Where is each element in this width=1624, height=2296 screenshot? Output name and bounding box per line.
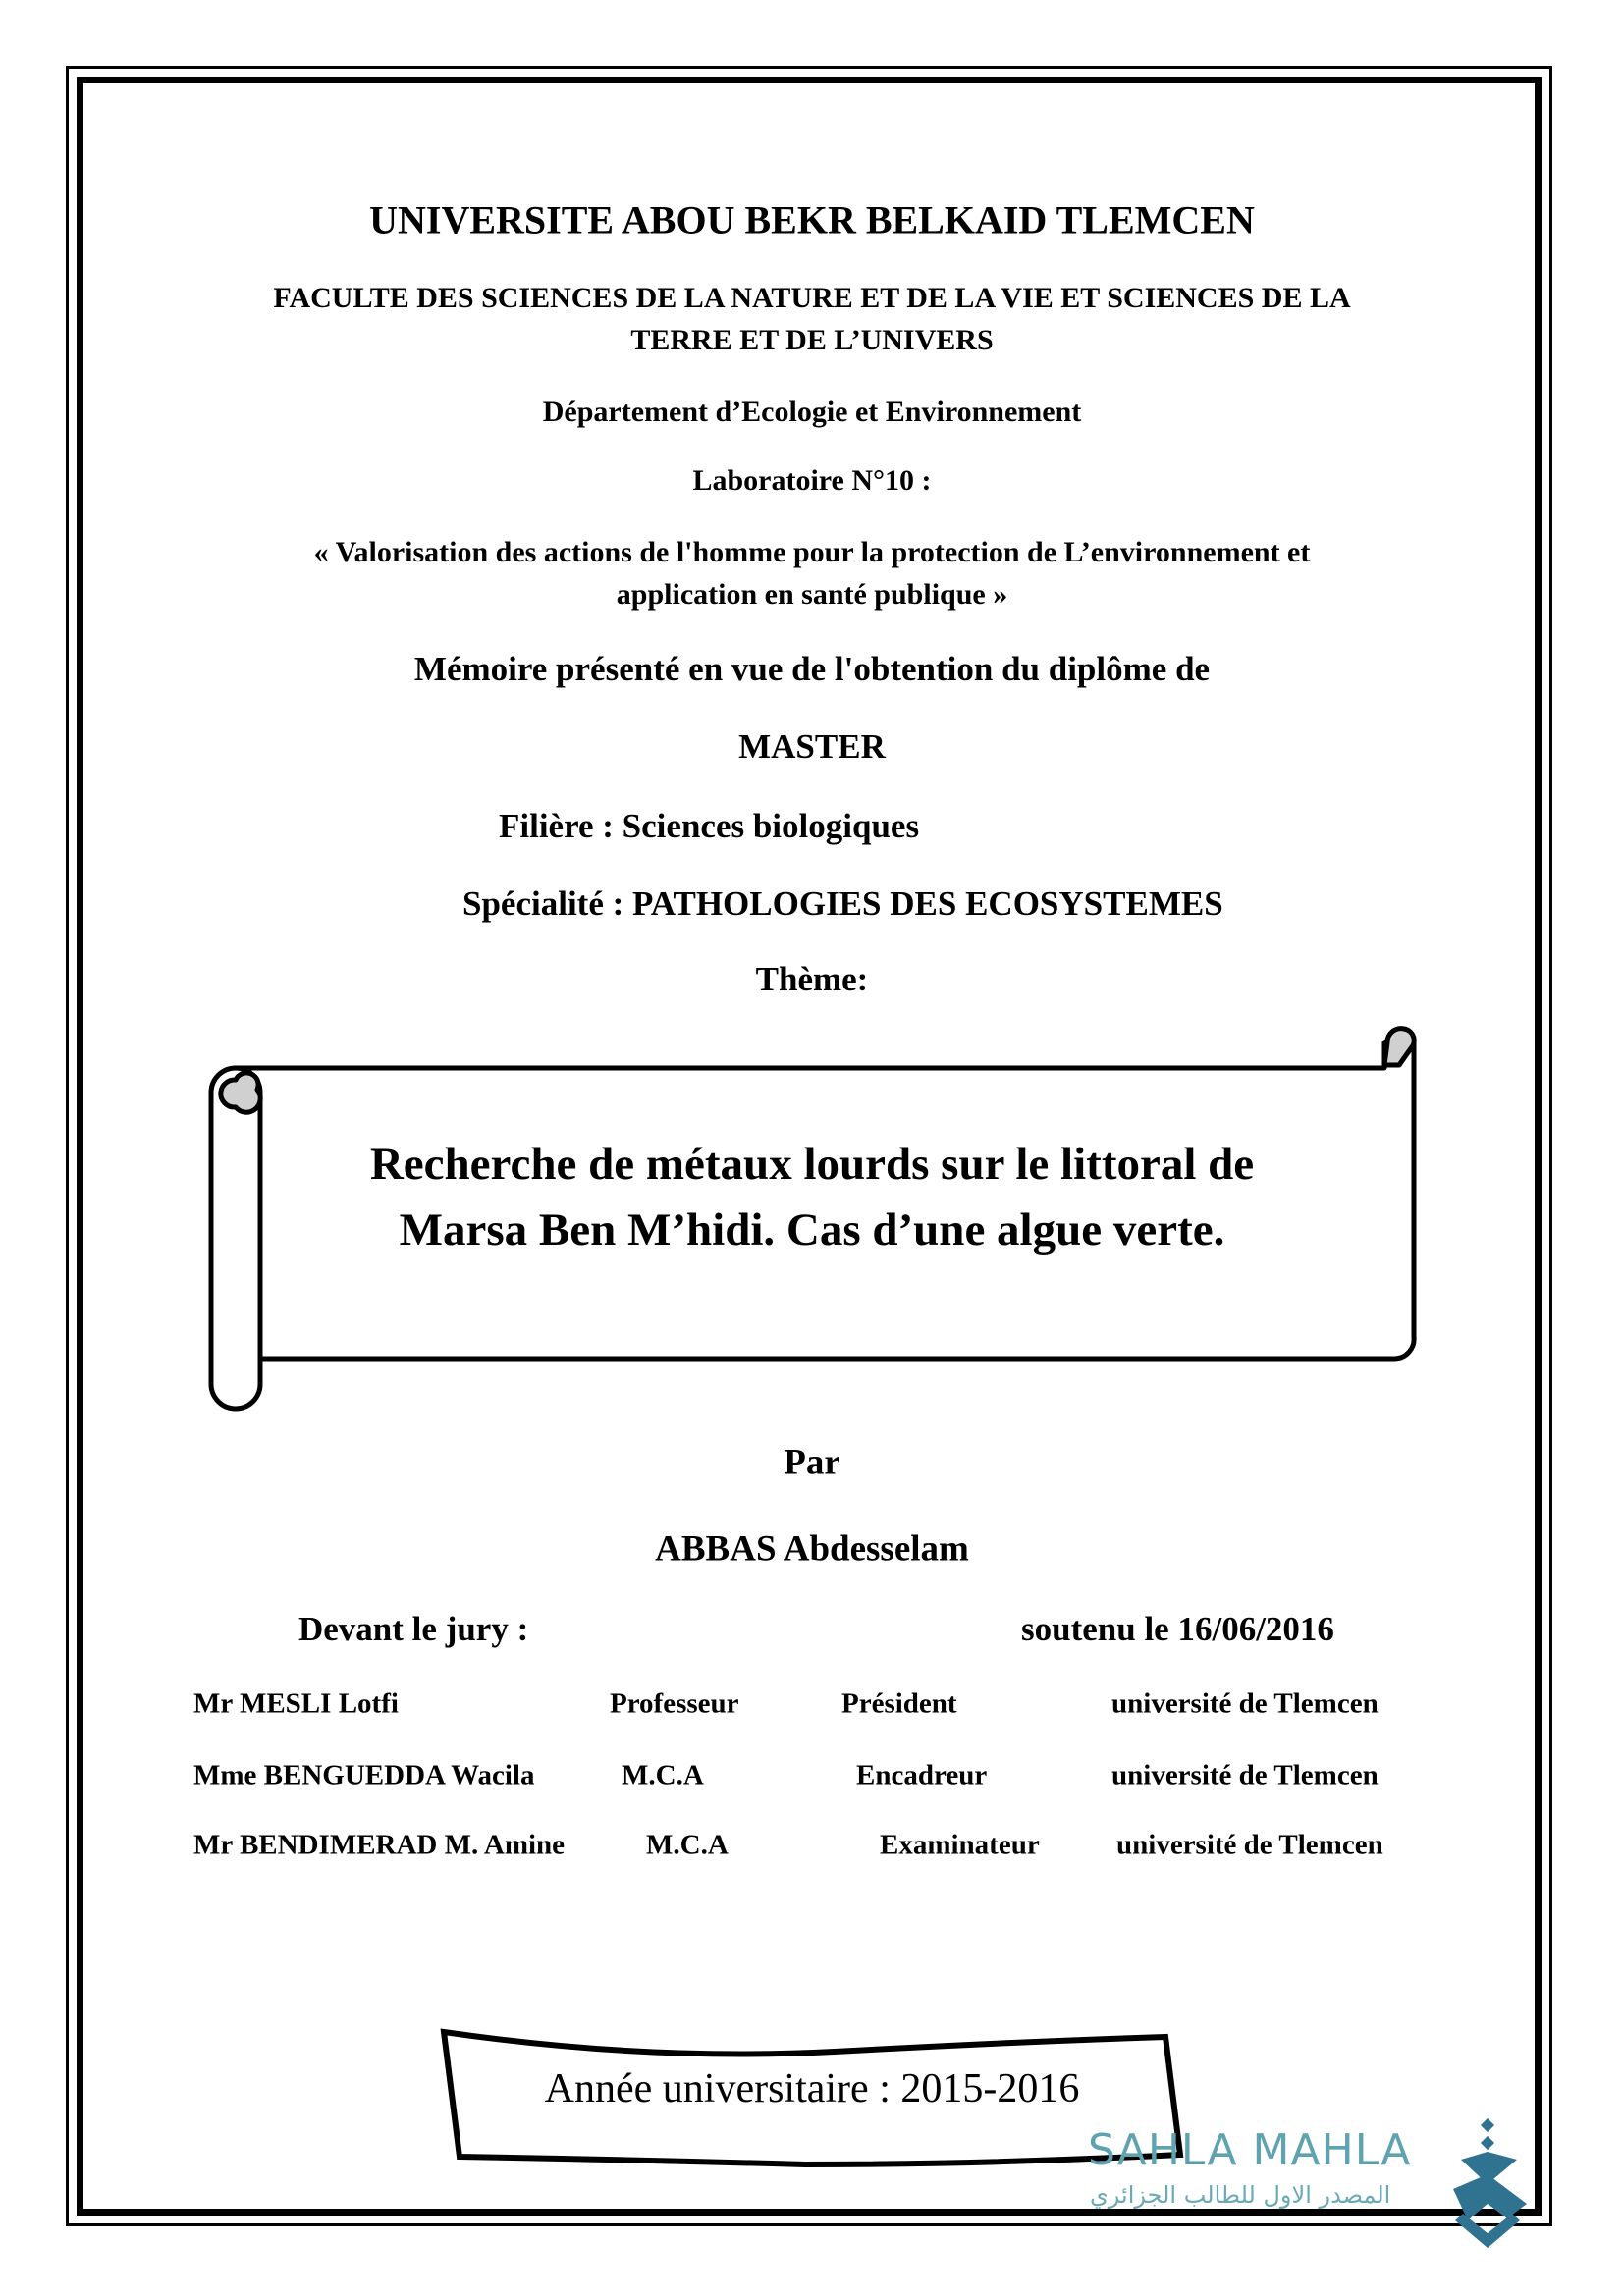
par-label: Par xyxy=(784,1442,840,1483)
degree-level: MASTER xyxy=(738,727,886,766)
watermark-tagline: المصدر الاول للطالب الجزائري xyxy=(1090,2181,1391,2209)
jury-name: Mr BENDIMERAD M. Amine xyxy=(193,1829,566,1861)
jury-institution: université de Tlemcen xyxy=(1116,1829,1383,1861)
university-name: UNIVERSITE ABOU BEKR BELKAID TLEMCEN xyxy=(369,197,1255,242)
jury-name: Mr MESLI Lotfi xyxy=(193,1687,399,1720)
academic-year: Année universitaire : 2015-2016 xyxy=(544,2066,1080,2111)
jury-grade: M.C.A xyxy=(646,1829,729,1861)
watermark-brand: SAHLA MAHLA xyxy=(1088,2125,1412,2175)
department: Département d’Ecologie et Environnement xyxy=(542,396,1082,428)
lab-name-line-1: « Valorisation des actions de l'homme pour la protection de L’environnement et xyxy=(313,536,1311,568)
theme-label: Thème: xyxy=(755,960,869,998)
specialite: Spécialité : PATHOLOGIES DES ECOSYSTEMES xyxy=(462,884,1223,923)
theme-title-line-2: Marsa Ben M’hidi. Cas d’une algue verte. xyxy=(399,1204,1225,1255)
filiere: Filière : Sciences biologiques xyxy=(499,807,920,845)
jury-institution: université de Tlemcen xyxy=(1111,1759,1379,1791)
jury-institution: université de Tlemcen xyxy=(1111,1687,1379,1720)
jury-name: Mme BENGUEDDA Wacila xyxy=(193,1759,535,1791)
jury-role: Président xyxy=(841,1687,957,1720)
lab-name-line-2: application en santé publique » xyxy=(616,578,1008,611)
jury-role: Encadreur xyxy=(856,1759,988,1791)
jury-label: Devant le jury : xyxy=(298,1610,529,1648)
degree-intro: Mémoire présenté en vue de l'obtention du diplôme de xyxy=(413,650,1211,688)
jury-grade: Professeur xyxy=(610,1687,739,1720)
defense-date: soutenu le 16/06/2016 xyxy=(1021,1610,1334,1648)
jury-role: Examinateur xyxy=(880,1829,1040,1861)
faculty-line-1: FACULTE DES SCIENCES DE LA NATURE ET DE LA VIE ET SCIENCES DE LA xyxy=(273,282,1351,314)
author-name: ABBAS Abdesselam xyxy=(655,1528,969,1570)
theme-title-line-1: Recherche de métaux lourds sur le littoral de xyxy=(369,1139,1255,1190)
laboratory: Laboratoire N°10 : xyxy=(692,464,932,497)
faculty-line-2: TERRE ET DE L’UNIVERS xyxy=(630,324,994,356)
jury-grade: M.C.A xyxy=(622,1759,704,1791)
